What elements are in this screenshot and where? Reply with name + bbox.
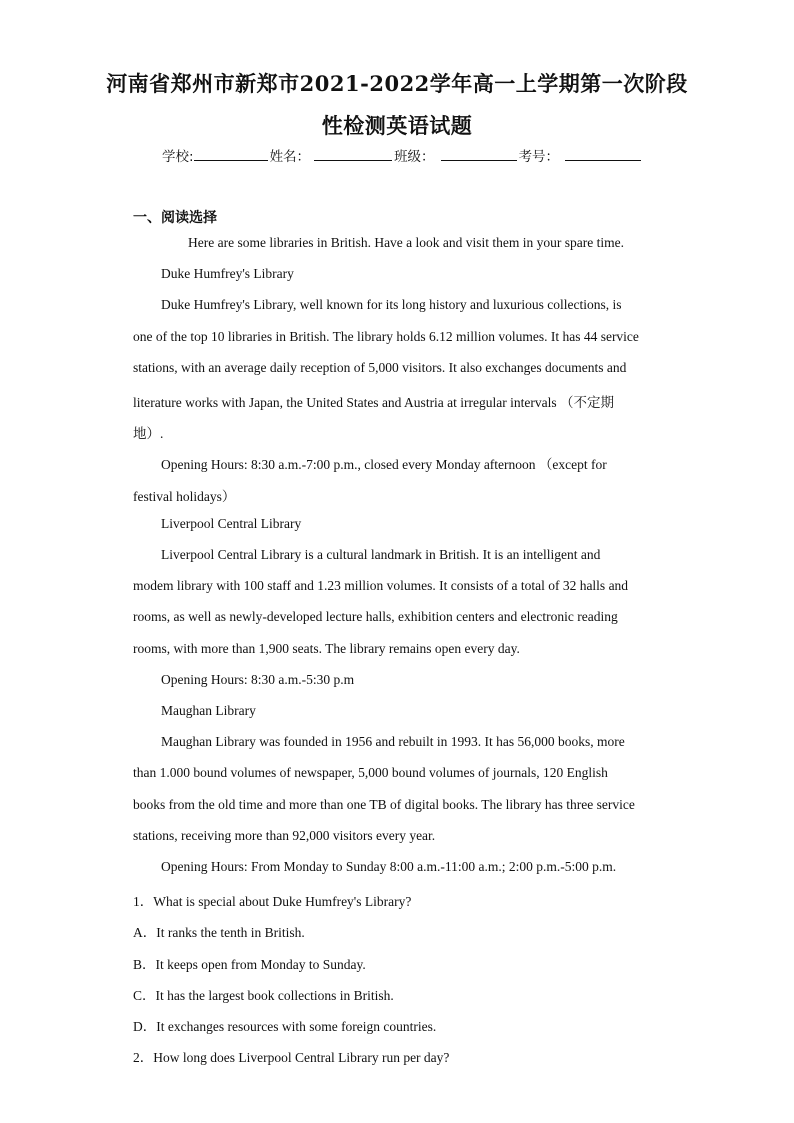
question-1-option-a[interactable]: A．It ranks the tenth in British. — [133, 925, 305, 940]
passage-line: stations, with an average daily reception of 5,000 visitors. It also exchanges documents and — [133, 360, 627, 375]
library-heading: Liverpool Central Library — [161, 516, 302, 531]
passage-line: books from the old time and more than one TB of digital books. The library has three service — [133, 797, 635, 812]
name-label: 姓名： — [269, 149, 311, 165]
school-label: 学校: — [162, 149, 194, 165]
passage-intro: Here are some libraries in British. Have a look and visit them in your spare time. — [188, 235, 625, 250]
id-blank[interactable] — [565, 146, 641, 161]
passage-line: festival holidays） — [133, 489, 236, 504]
passage-line: Duke Humfrey's Library, well known for its long history and luxurious collections, is — [161, 297, 622, 312]
passage-line: modem library with 100 staff and 1.23 million volumes. It consists of a total of 32 halls and — [133, 578, 629, 593]
document-title-line1: 河南省郑州市新郑市2021-2022学年高一上学期第一次阶段 — [106, 71, 688, 96]
id-label: 考号： — [518, 149, 560, 165]
passage-line: Liverpool Central Library is a cultural landmark in British. It is an intelligent and — [161, 547, 601, 562]
passage-line: than 1.000 bound volumes of newspaper, 5,000 bound volumes of journals, 120 English — [133, 765, 608, 780]
class-blank[interactable] — [441, 146, 517, 161]
school-blank[interactable] — [194, 146, 268, 161]
passage-line: stations, receiving more than 92,000 visitors every year. — [133, 828, 436, 843]
question-2: 2．How long does Liverpool Central Library run per day? — [133, 1050, 450, 1065]
class-label: 班级： — [394, 149, 435, 165]
opening-hours: Opening Hours: 8:30 a.m.-7:00 p.m., closed every Monday afternoon （except for — [161, 457, 607, 472]
passage-line: literature works with Japan, the United States and Austria at irregular intervals （不定期 — [133, 395, 615, 410]
opening-hours: Opening Hours: From Monday to Sunday 8:00 a.m.-11:00 a.m.; 2:00 p.m.-5:00 p.m. — [161, 859, 617, 874]
section-heading: 一、阅读选择 — [133, 210, 217, 226]
passage-line: rooms, with more than 1,900 seats. The library remains open every day. — [133, 641, 520, 656]
library-heading: Duke Humfrey's Library — [161, 266, 294, 281]
passage-line: Maughan Library was founded in 1956 and rebuilt in 1993. It has 56,000 books, more — [161, 734, 625, 749]
question-1: 1．What is special about Duke Humfrey's Library? — [133, 894, 412, 909]
document-title-line2: 性检测英语试题 — [321, 113, 473, 138]
question-1-option-d[interactable]: D．It exchanges resources with some foreign countries. — [133, 1019, 437, 1034]
student-info-row — [162, 145, 643, 165]
question-1-option-b[interactable]: B．It keeps open from Monday to Sunday. — [133, 957, 366, 972]
question-1-option-c[interactable]: C．It has the largest book collections in British. — [133, 988, 394, 1003]
library-heading: Maughan Library — [161, 703, 256, 718]
passage-line: one of the top 10 libraries in British. The library holds 6.12 million volumes. It has 44 service — [133, 329, 639, 344]
name-blank[interactable] — [314, 146, 392, 161]
passage-line: rooms, as well as newly-developed lecture halls, exhibition centers and electronic reading — [133, 609, 618, 624]
passage-line: 地）. — [133, 426, 164, 441]
opening-hours: Opening Hours: 8:30 a.m.-5:30 p.m — [161, 672, 355, 687]
